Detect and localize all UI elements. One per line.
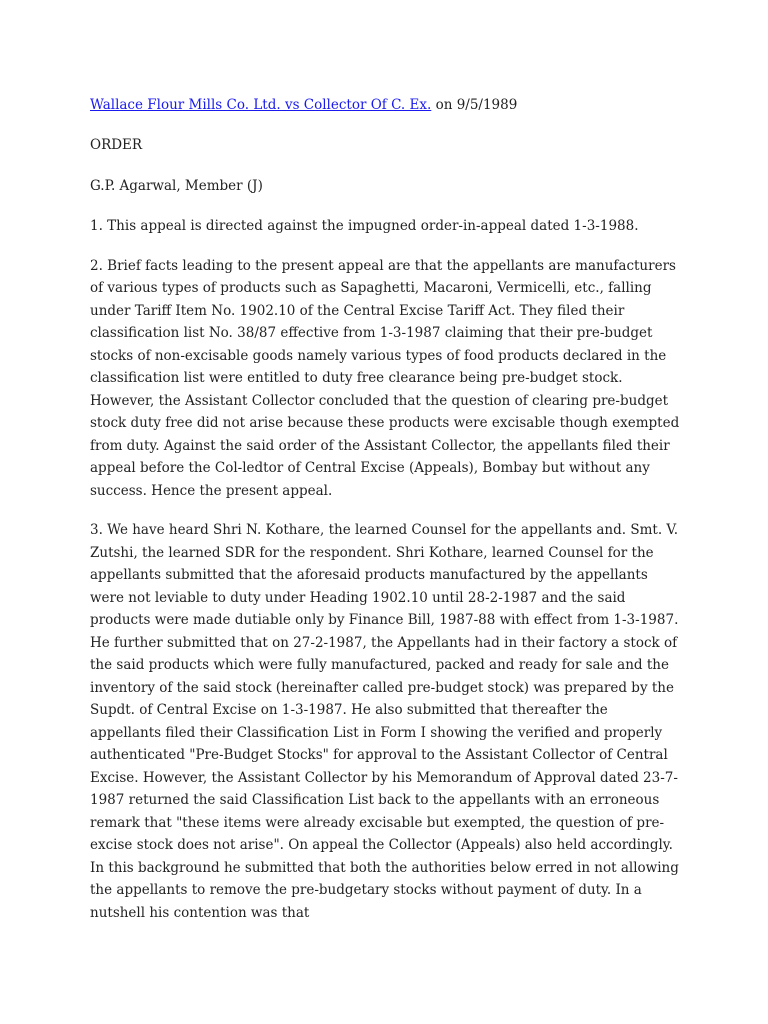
case-date: on 9/5/1989 [435,97,518,113]
case-title-link[interactable]: Wallace Flour Mills Co. Ltd. vs Collector Of C. Ex. [90,97,432,113]
author-line: G.P. Agarwal, Member (J) [90,177,263,194]
paragraph-1: 1. This appeal is directed against the impugned order-in-appeal dated 1-3-1988. [90,218,639,234]
paragraph-3: 3. We have heard Shri N. Kothare, the learned Counsel for the appellants and. Smt. V. Zutshi, the learned SDR for the respondent. Shri Kothare, learned Counsel for the appellants submitted that the aforesaid products manufactured by the appellants were not leviable to duty under Heading 1902.10 until 28-2-1987 and the said products were made dutiable only by Finance Bill, 1987-88 with effect from 1-3-1987. He further submitted that on 27-2-1987, the Appellants had in their factory a stock of the said products which were fully manufactured, packed and ready for sale and the inventory of the said stock (hereinafter called pre-budget stock) was prepared by the Supdt. of Central Excise on 1-3-1987. He also submitted that thereafter the appellants filed their Classification List in Form I showing the verified and properly authenticated "Pre-Budget Stocks" for approval to the Assistant Collector of Central Excise. However, the Assistant Collector by his Memorandum of Approval dated 23-7-1987 returned the said Classification List back to the appellants with an erroneous remark that "these items were already excisable but exempted, the question of pre-excise stock does not arise". On appeal the Collector (Appeals) also held accordingly. In this background he submitted that both the authorities below erred in not allowing the appellants to remove the pre-budgetary stocks without payment of duty. In a nutshell his contention was that [90,522,679,921]
case-title-line [90,94,680,116]
document-body [90,94,680,941]
paragraph-2: 2. Brief facts leading to the present appeal are that the appellants are manufacturers of various types of products such as Sapaghetti, Macaroni, Vermicelli, etc., falling under Tariff Item No. 1902.10 of the Central Excise Tariff Act. They filed their classification list No. 38/87 effective from 1-3-1987 claiming that their pre-budget stocks of non-excisable goods namely various types of food products declared in the classification list were entitled to duty free clearance being pre-budget stock. However, the Assistant Collector concluded that the question of clearing pre-budget stock duty free did not arise because these products were excisable though exempted from duty. Against the said order of the Assistant Collector, the appellants filed their appeal before the Col-ledtor of Central Excise (Appeals), Bombay but without any success. Hence the present appeal. [90,257,680,499]
order-heading: ORDER [90,137,143,153]
